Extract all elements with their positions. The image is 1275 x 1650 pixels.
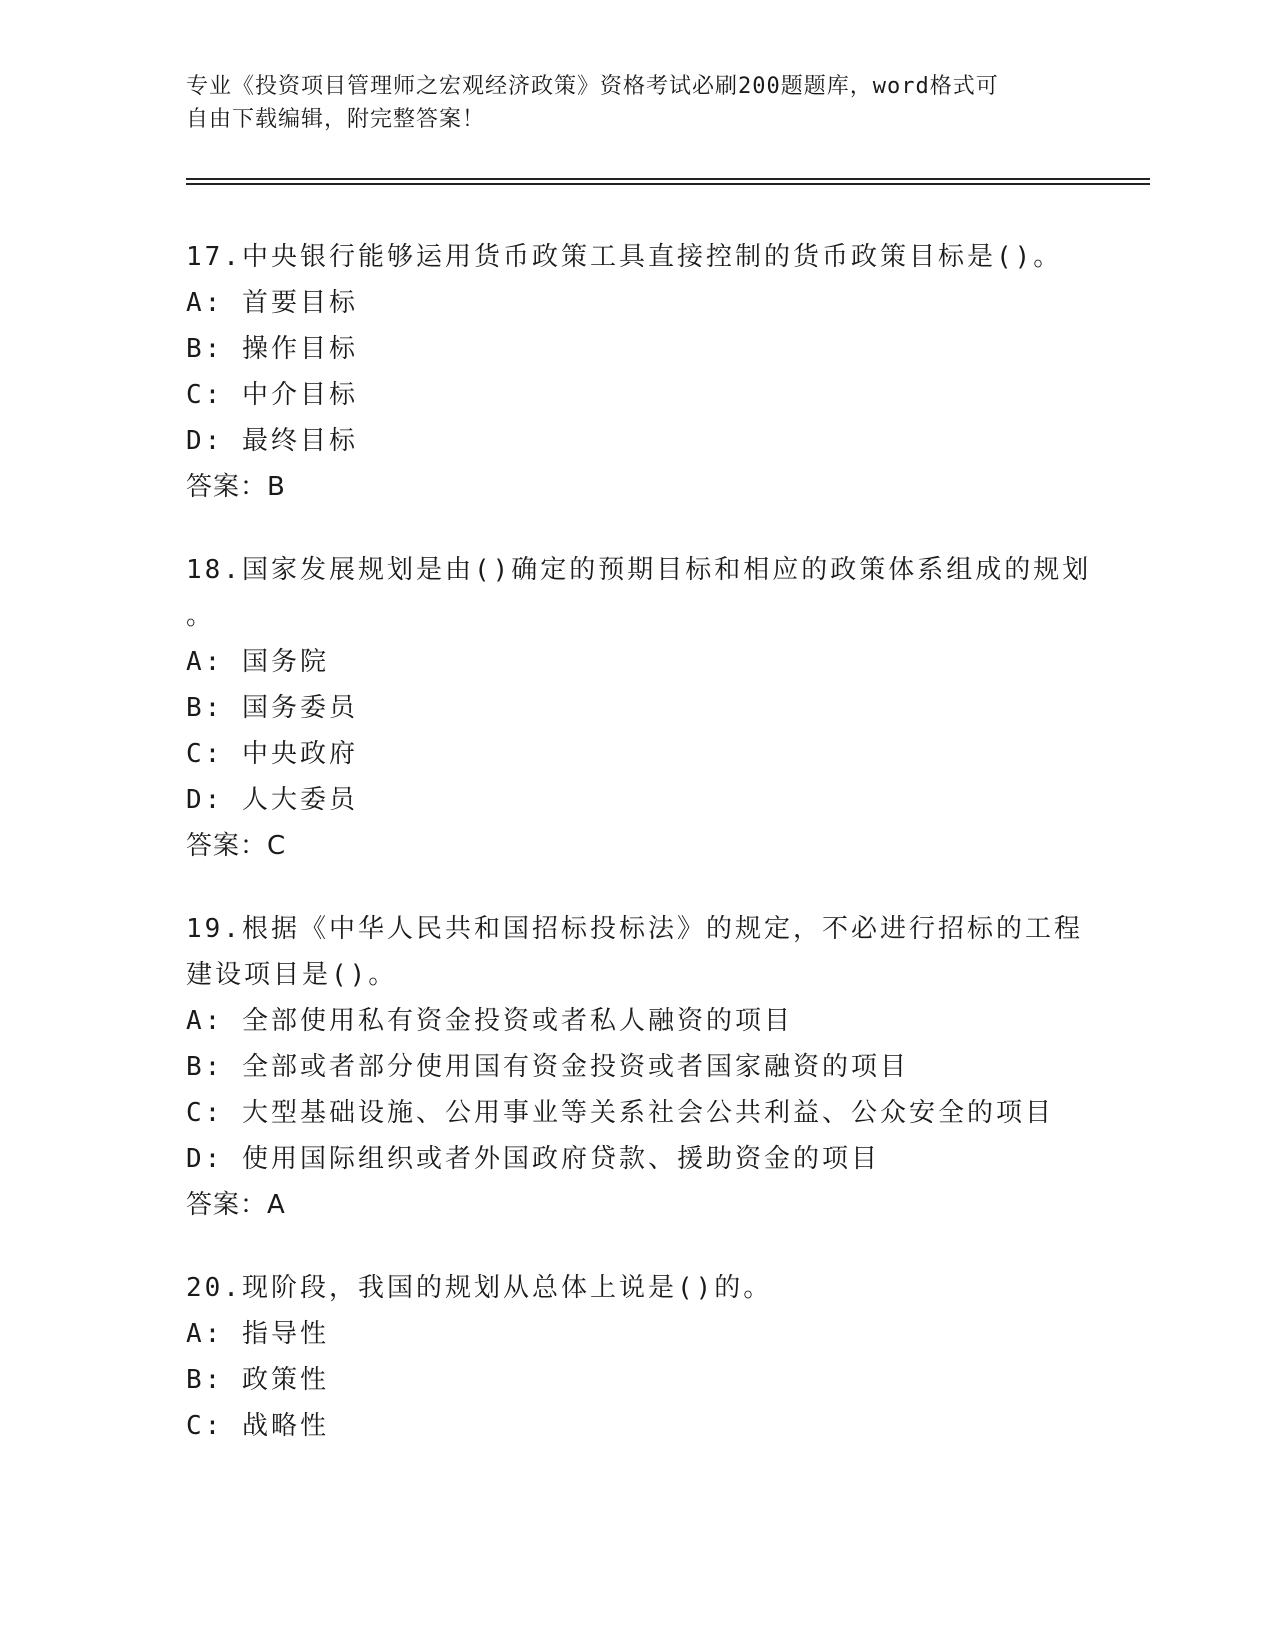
question-stem-line: 。 — [186, 601, 216, 631]
option-a: A: 首要目标 — [186, 288, 358, 318]
question-stem — [186, 906, 1083, 998]
option-d: D: 使用国际组织或者外国政府贷款、援助资金的项目 — [186, 1144, 880, 1174]
option-a: A: 国务院 — [186, 647, 329, 677]
question-stem-line: 建设项目是()。 — [186, 960, 398, 990]
answer: 答案：B — [186, 472, 286, 502]
option-c: C: 中介目标 — [186, 380, 358, 410]
question-18 — [186, 547, 1092, 869]
question-list — [186, 234, 1092, 1486]
question-stem-line: 18.国家发展规划是由()确定的预期目标和相应的政策体系组成的规划 — [186, 555, 1092, 585]
option-d: D: 最终目标 — [186, 426, 358, 456]
option-d: D: 人大委员 — [186, 785, 358, 815]
question-20 — [186, 1265, 1066, 1449]
option-c: C: 中央政府 — [186, 739, 358, 769]
option-a: A: 全部使用私有资金投资或者私人融资的项目 — [186, 1006, 793, 1036]
option-b: B: 全部或者部分使用国有资金投资或者国家融资的项目 — [186, 1052, 909, 1082]
document-header — [186, 70, 1066, 136]
question-stem-line: 19.根据《中华人民共和国招标投标法》的规定，不必进行招标的工程 — [186, 914, 1083, 944]
question-17 — [186, 234, 1066, 510]
answer: 答案：A — [186, 1190, 286, 1220]
question-stem — [186, 234, 1066, 280]
header-divider-top — [186, 178, 1150, 180]
question-19 — [186, 906, 1083, 1228]
option-b: B: 国务委员 — [186, 693, 358, 723]
header-line-1: 专业《投资项目管理师之宏观经济政策》资格考试必刷200题题库，word格式可 — [186, 74, 999, 99]
question-stem — [186, 547, 1092, 639]
option-b: B: 政策性 — [186, 1365, 329, 1395]
option-a: A: 指导性 — [186, 1319, 329, 1349]
option-b: B: 操作目标 — [186, 334, 358, 364]
option-c: C: 战略性 — [186, 1411, 329, 1441]
header-line-2: 自由下载编辑，附完整答案！ — [186, 107, 486, 132]
question-stem — [186, 1265, 1066, 1311]
option-c: C: 大型基础设施、公用事业等关系社会公共利益、公众安全的项目 — [186, 1098, 1054, 1128]
header-divider-bottom — [186, 183, 1150, 185]
question-stem-line: 20.现阶段，我国的规划从总体上说是()的。 — [186, 1273, 773, 1303]
answer: 答案：C — [186, 831, 287, 861]
question-stem-line: 17.中央银行能够运用货币政策工具直接控制的货币政策目标是()。 — [186, 242, 1063, 272]
